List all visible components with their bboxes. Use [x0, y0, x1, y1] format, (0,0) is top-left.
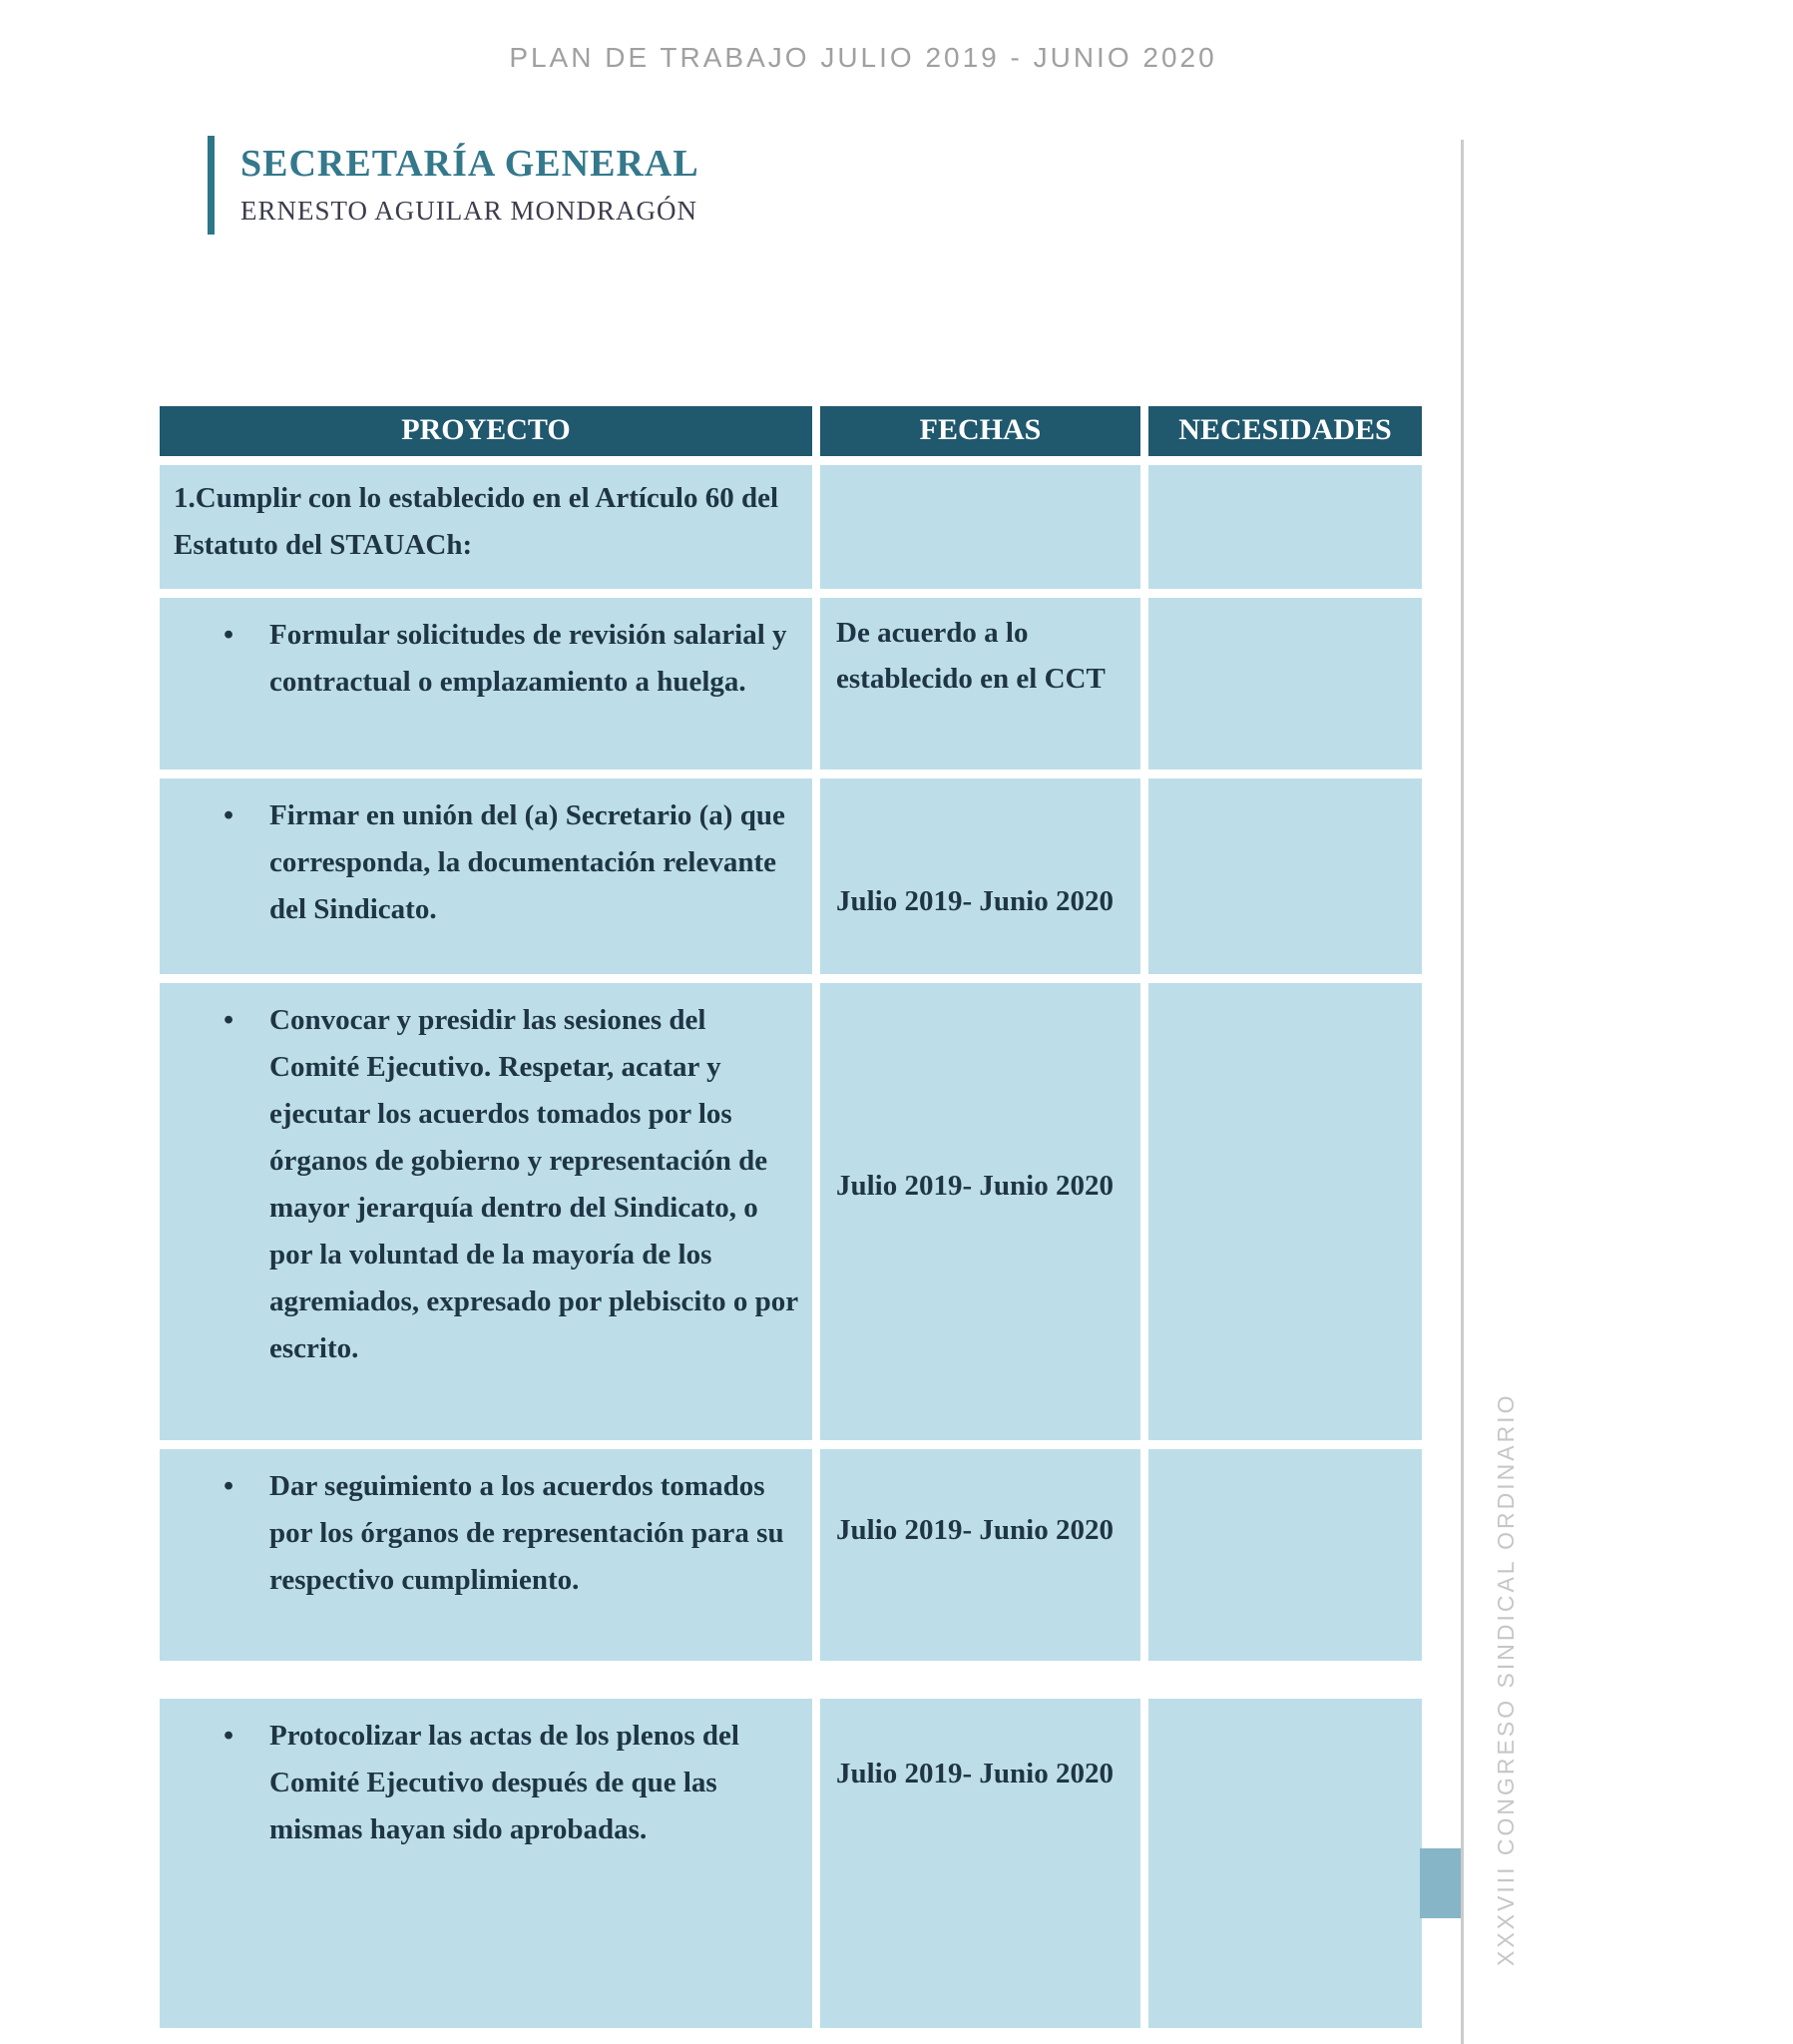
proyecto-text: • Formular solicitudes de revisión salarial y contractual o emplazamiento a huelga. [160, 598, 812, 706]
page-accent-rectangle [1420, 1848, 1461, 1918]
cell-necesidades [1148, 1449, 1422, 1661]
cell-necesidades [1148, 778, 1422, 974]
table-row [160, 1699, 1422, 2028]
table-row [160, 778, 1422, 974]
section-subtitle: ERNESTO AGUILAR MONDRAGÓN [240, 196, 698, 226]
cell-necesidades [1148, 1699, 1422, 2028]
table-row [160, 598, 1422, 769]
right-rule [1461, 140, 1464, 2044]
cell-fechas [820, 1699, 1140, 2028]
fechas-text: Julio 2019- Junio 2020 [836, 1170, 1114, 1202]
proyecto-text: • Firmar en unión del (a) Secretario (a) que corresponda, la documentación relevante del Sindicato. [160, 778, 812, 933]
cell-fechas [820, 598, 1140, 769]
section-title: SECRETARÍA GENERAL [240, 143, 699, 185]
cell-proyecto [160, 983, 812, 1440]
cell-fechas [820, 983, 1140, 1440]
cell-proyecto [160, 598, 812, 769]
cell-proyecto [160, 465, 812, 589]
plan-table [160, 406, 1422, 2028]
fechas-text: Julio 2019- Junio 2020 [836, 1758, 1114, 1789]
cell-fechas [820, 465, 1140, 589]
cell-proyecto [160, 1699, 812, 2028]
fechas-text: Julio 2019- Junio 2020 [836, 885, 1114, 917]
proyecto-text: • Convocar y presidir las sesiones del Comité Ejecutivo. Respetar, acatar y ejecutar los acuerdos tomados por los órganos de gobierno y representación de mayor jerarquía dentro del Sindicato, o por la voluntad de la mayoría de los agremiados, expresado por plebiscito o por escrito. [160, 983, 812, 1372]
document-header: PLAN DE TRABAJO JULIO 2019 - JUNIO 2020 [509, 42, 1217, 73]
cell-necesidades [1148, 983, 1422, 1440]
proyecto-text: • Dar seguimiento a los acuerdos tomados por los órganos de representación para su respectivo cumplimiento. [160, 1449, 812, 1604]
fechas-text: Julio 2019- Junio 2020 [836, 1514, 1114, 1546]
cell-fechas [820, 1449, 1140, 1661]
table-header-row [160, 406, 1422, 456]
fechas-text: De acuerdo a lo establecido en el CCT [836, 617, 1106, 696]
sidebar-vertical-text: XXXVIII CONGRESO SINDICAL ORDINARIO [1493, 1392, 1519, 1966]
cell-fechas [820, 778, 1140, 974]
cell-necesidades [1148, 465, 1422, 589]
cell-proyecto [160, 778, 812, 974]
cell-necesidades [1148, 598, 1422, 769]
cell-proyecto [160, 1449, 812, 1661]
proyecto-text: • Protocolizar las actas de los plenos del Comité Ejecutivo después de que las mismas hayan sido aprobadas. [160, 1699, 812, 1853]
table-row [160, 465, 1422, 589]
column-header-fechas: FECHAS [820, 406, 1140, 456]
table-row [160, 1449, 1422, 1661]
column-header-proyecto: PROYECTO [160, 406, 812, 456]
column-header-necesidades: NECESIDADES [1148, 406, 1422, 456]
table-row [160, 983, 1422, 1440]
section-heading [208, 136, 699, 235]
proyecto-text: 1.Cumplir con lo establecido en el Artículo 60 del Estatuto del STAUACh: [174, 482, 779, 561]
